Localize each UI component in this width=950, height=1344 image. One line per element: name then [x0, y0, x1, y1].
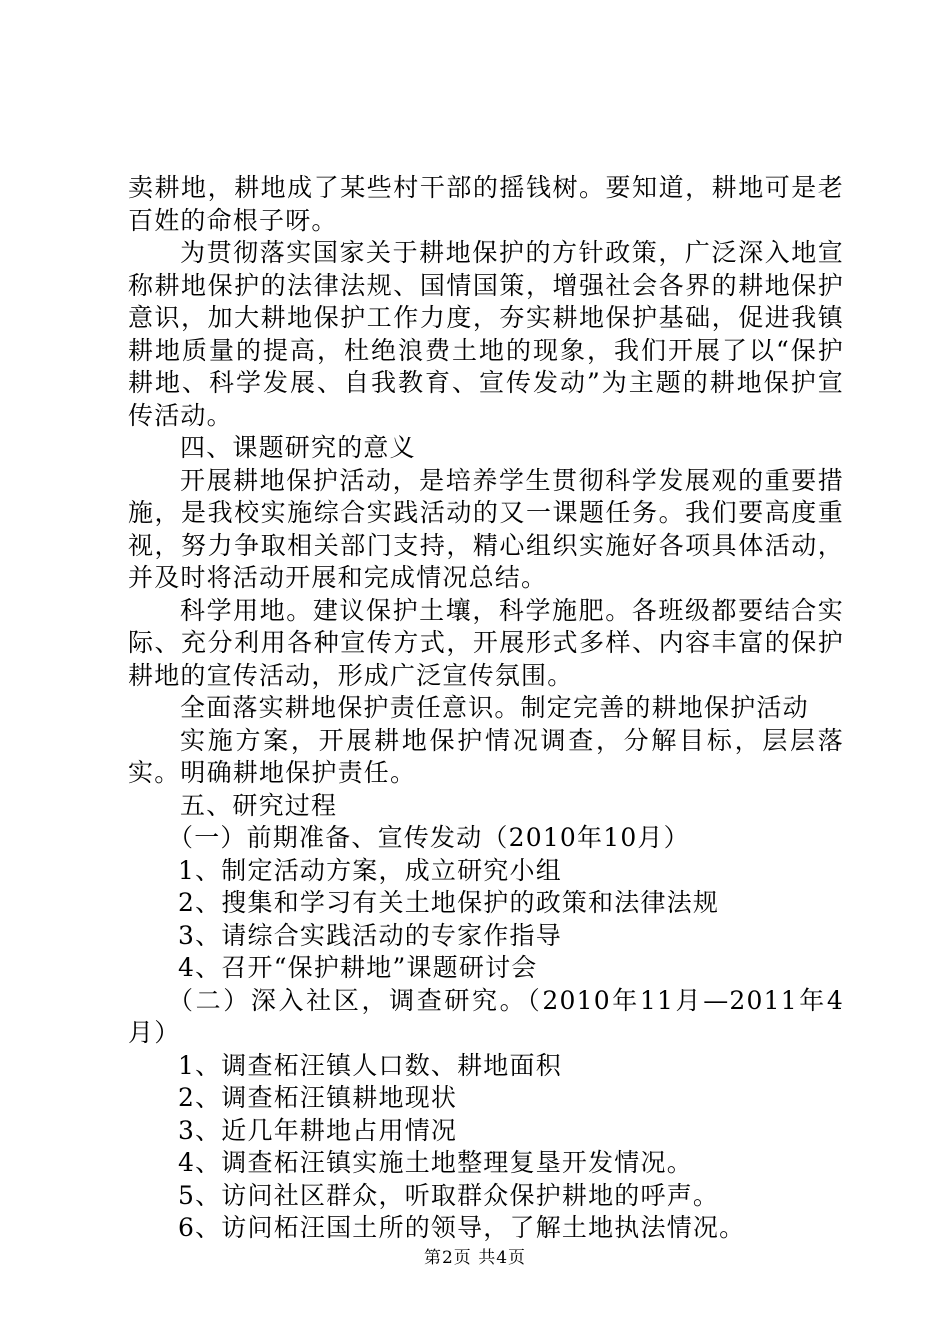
list-item: 5、访问社区群众，听取群众保护耕地的呼声。	[178, 1180, 720, 1210]
section-heading-process: 五、研究过程	[180, 790, 338, 820]
paragraph-scientific-land-use: 科学用地。建议保护土壤，科学施肥。各班级都要结合实际、充分利用各种宣传方式，开展形式多样、内容丰富的保护耕地的宣传活动，形成广泛宣传氛围。	[128, 595, 844, 690]
document-body	[128, 172, 844, 1245]
paragraph-implementation: 实施方案，开展耕地保护情况调查，分解目标，层层落实。明确耕地保护责任。	[128, 725, 844, 787]
page-number-label: 第2页 共4页	[423, 1248, 527, 1268]
subsection-heading-investigation: （二）深入社区，调查研究。（2010年11月—2011年4月）	[128, 985, 844, 1047]
list-item: 1、制定活动方案，成立研究小组	[178, 855, 562, 885]
paragraph-purpose: 为贯彻落实国家关于耕地保护的方针政策，广泛深入地宣称耕地保护的法律法规、国情国策，增强社会各界的耕地保护意识，加大耕地保护工作力度，夯实耕地保护基础，促进我镇耕地质量的提高，杜绝浪费土地的现象，我们开展了以“保护耕地、科学发展、自我教育、宣传发动”为主题的耕地保护宣传活动。	[128, 238, 844, 430]
paragraph-continued: 卖耕地，耕地成了某些村干部的摇钱树。要知道，耕地可是老百姓的命根子呀。	[128, 173, 844, 235]
list-item: 3、近几年耕地占用情况	[178, 1115, 458, 1145]
page-footer	[0, 1243, 950, 1268]
list-item: 2、调查柘汪镇耕地现状	[178, 1083, 458, 1112]
paragraph-significance: 开展耕地保护活动，是培养学生贯彻科学发展观的重要措施，是我校实施综合实践活动的又一课题任务。我们要高度重视，努力争取相关部门支持，精心组织实施好各项具体活动，并及时将活动开展和完成情况总结。	[128, 465, 844, 592]
paragraph-responsibility: 全面落实耕地保护责任意识。制定完善的耕地保护活动	[180, 693, 809, 722]
list-item: 1、调查柘汪镇人口数、耕地面积	[178, 1050, 562, 1080]
subsection-heading-preparation: （一）前期准备、宣传发动（2010年10月）	[168, 823, 690, 852]
section-heading-significance: 四、课题研究的意义	[180, 433, 416, 462]
list-item: 4、召开“保护耕地”课题研讨会	[178, 953, 538, 982]
list-item: 6、访问柘汪国土所的领导，了解土地执法情况。	[178, 1213, 746, 1242]
list-item: 2、搜集和学习有关土地保护的政策和法律法规	[178, 888, 720, 917]
list-item: 3、请综合实践活动的专家作指导	[178, 920, 562, 950]
list-item: 4、调查柘汪镇实施土地整理复垦开发情况。	[178, 1148, 693, 1177]
